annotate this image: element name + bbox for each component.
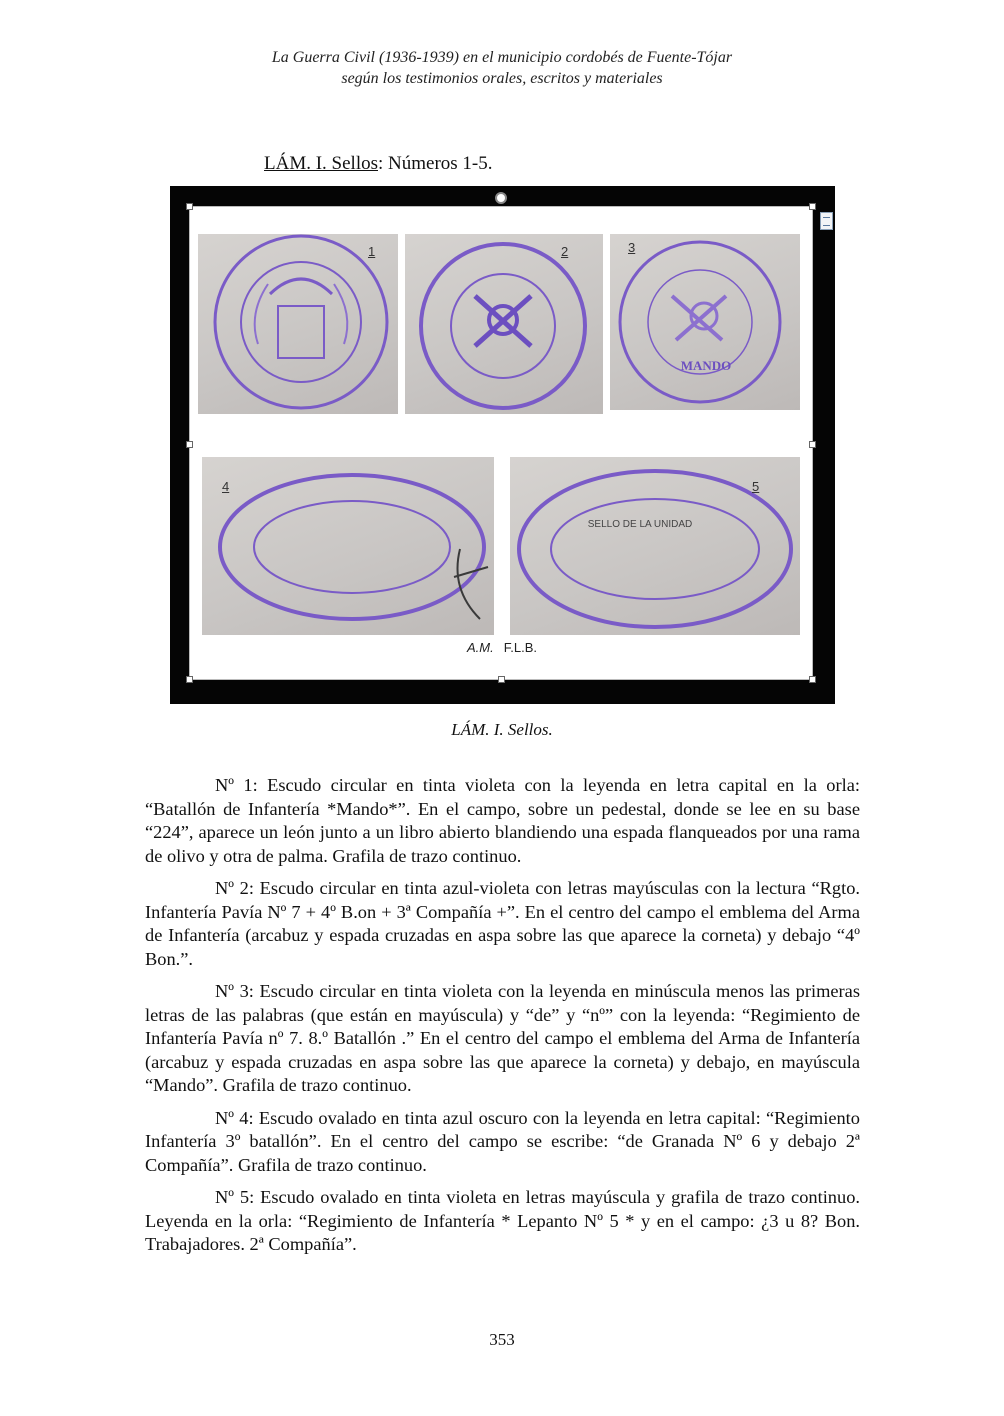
paragraph-stamp-3: Nº 3: Escudo circular en tinta violeta con la leyenda en minúscula menos las primeras letras de las palabras (que están en mayúscula) y “de” y “nº” con la leyenda: “Regimiento de Infantería Pavía nº 7. 8.º Batallón .” En el centro del campo el emblema del Arma de Infantería (arcabuz y espada cruzadas en aspa sobre las que aparece la corneta) y debajo, en mayúscula “Mando”. Grafila de trazo continuo. (145, 981, 860, 1095)
plate-caption-rest: : Números 1-5. (378, 153, 493, 174)
credit-archive: A.M. (467, 640, 494, 655)
plate-caption-title: LÁM. I. Sellos (264, 153, 378, 174)
stamp-2-graphic (405, 234, 603, 414)
resize-handle-top-right[interactable] (809, 203, 816, 210)
resize-handle-right[interactable] (809, 441, 816, 448)
credit-collection: F.L.B. (503, 640, 537, 655)
resize-handle-bottom-left[interactable] (186, 676, 193, 683)
stamp-photo-2 (405, 234, 603, 414)
stamp-3-center-text: MANDO (680, 358, 732, 373)
resize-handle-bottom-right[interactable] (809, 676, 816, 683)
header-line-1: La Guerra Civil (1936-1939) en el municipio cordobés de Fuente-Tójar (271, 49, 733, 66)
stamp-photo-5 (510, 457, 800, 635)
stamp-1-number: 1 (368, 244, 376, 259)
body-text (145, 774, 860, 1266)
paragraph-stamp-4: Nº 4: Escudo ovalado en tinta azul oscuro con la leyenda en letra capital: “Regimiento Infantería 3º batallón”. En el centro del campo se escribe: “de Granada Nº 6 y debajo 2ª Compañía”. Grafila de trazo continuo. (145, 1107, 860, 1175)
page-number: 353 (489, 1330, 515, 1349)
stamp-5-seal-text: SELLO DE LA UNIDAD (587, 519, 693, 530)
stamp-2-number: 2 (561, 244, 569, 259)
paragraph-stamp-5: Nº 5: Escudo ovalado en tinta violeta en letras mayúscula y grafila de trazo continuo. Leyenda en la orla: “Regimiento de Infantería * Lepanto Nº 5 * y en el campo: ¿3 u 8? Bon. Trabajadores. 2ª Compañía”. (145, 1187, 860, 1254)
resize-handle-left[interactable] (186, 441, 193, 448)
layout-options-icon[interactable] (820, 212, 833, 230)
paragraph-stamp-2: Nº 2: Escudo circular en tinta azul-violeta con letras mayúsculas con la lectura “Rgto. Infantería Pavía Nº 7 + 4º B.on + 3ª Compañía +”. En el centro del campo el emblema del Arma de Infantería (arcabuz y espada cruzadas en aspa sobre las que aparece la corneta) y debajo “4º Bon.”. (145, 878, 860, 969)
plate-caption (264, 153, 493, 175)
resize-handle-bottom[interactable] (498, 676, 505, 683)
stamp-4-graphic (202, 457, 494, 635)
stamp-3-graphic (610, 234, 800, 410)
resize-handle-top-left[interactable] (186, 203, 193, 210)
stamp-1-graphic (198, 234, 398, 414)
stamp-3-number: 3 (628, 240, 636, 255)
header-line-2: según los testimonios orales, escritos y materiales (341, 70, 663, 87)
stamp-photo-1 (198, 234, 398, 414)
stamp-photo-4 (202, 457, 494, 635)
stamps-figure[interactable] (170, 186, 835, 704)
stamp-5-number: 5 (752, 479, 760, 494)
figure-image-frame[interactable] (189, 206, 813, 680)
figure-credit (190, 640, 814, 655)
stamp-4-number: 4 (222, 479, 230, 494)
figure-caption: LÁM. I. Sellos. (451, 720, 553, 739)
stamp-photo-3 (610, 234, 800, 410)
rotate-handle-icon[interactable] (495, 192, 507, 204)
paragraph-stamp-1: Nº 1: Escudo circular en tinta violeta con la leyenda en letra capital en la orla: “Batallón de Infantería *Mando*”. En el campo, sobre un pedestal, donde se lee en su base “224”, aparece un león junto a un libro abierto blandiendo una espada flanqueados por una rama de olivo y otra de palma. Grafila de trazo continuo. (145, 775, 860, 866)
running-header (0, 47, 1004, 89)
